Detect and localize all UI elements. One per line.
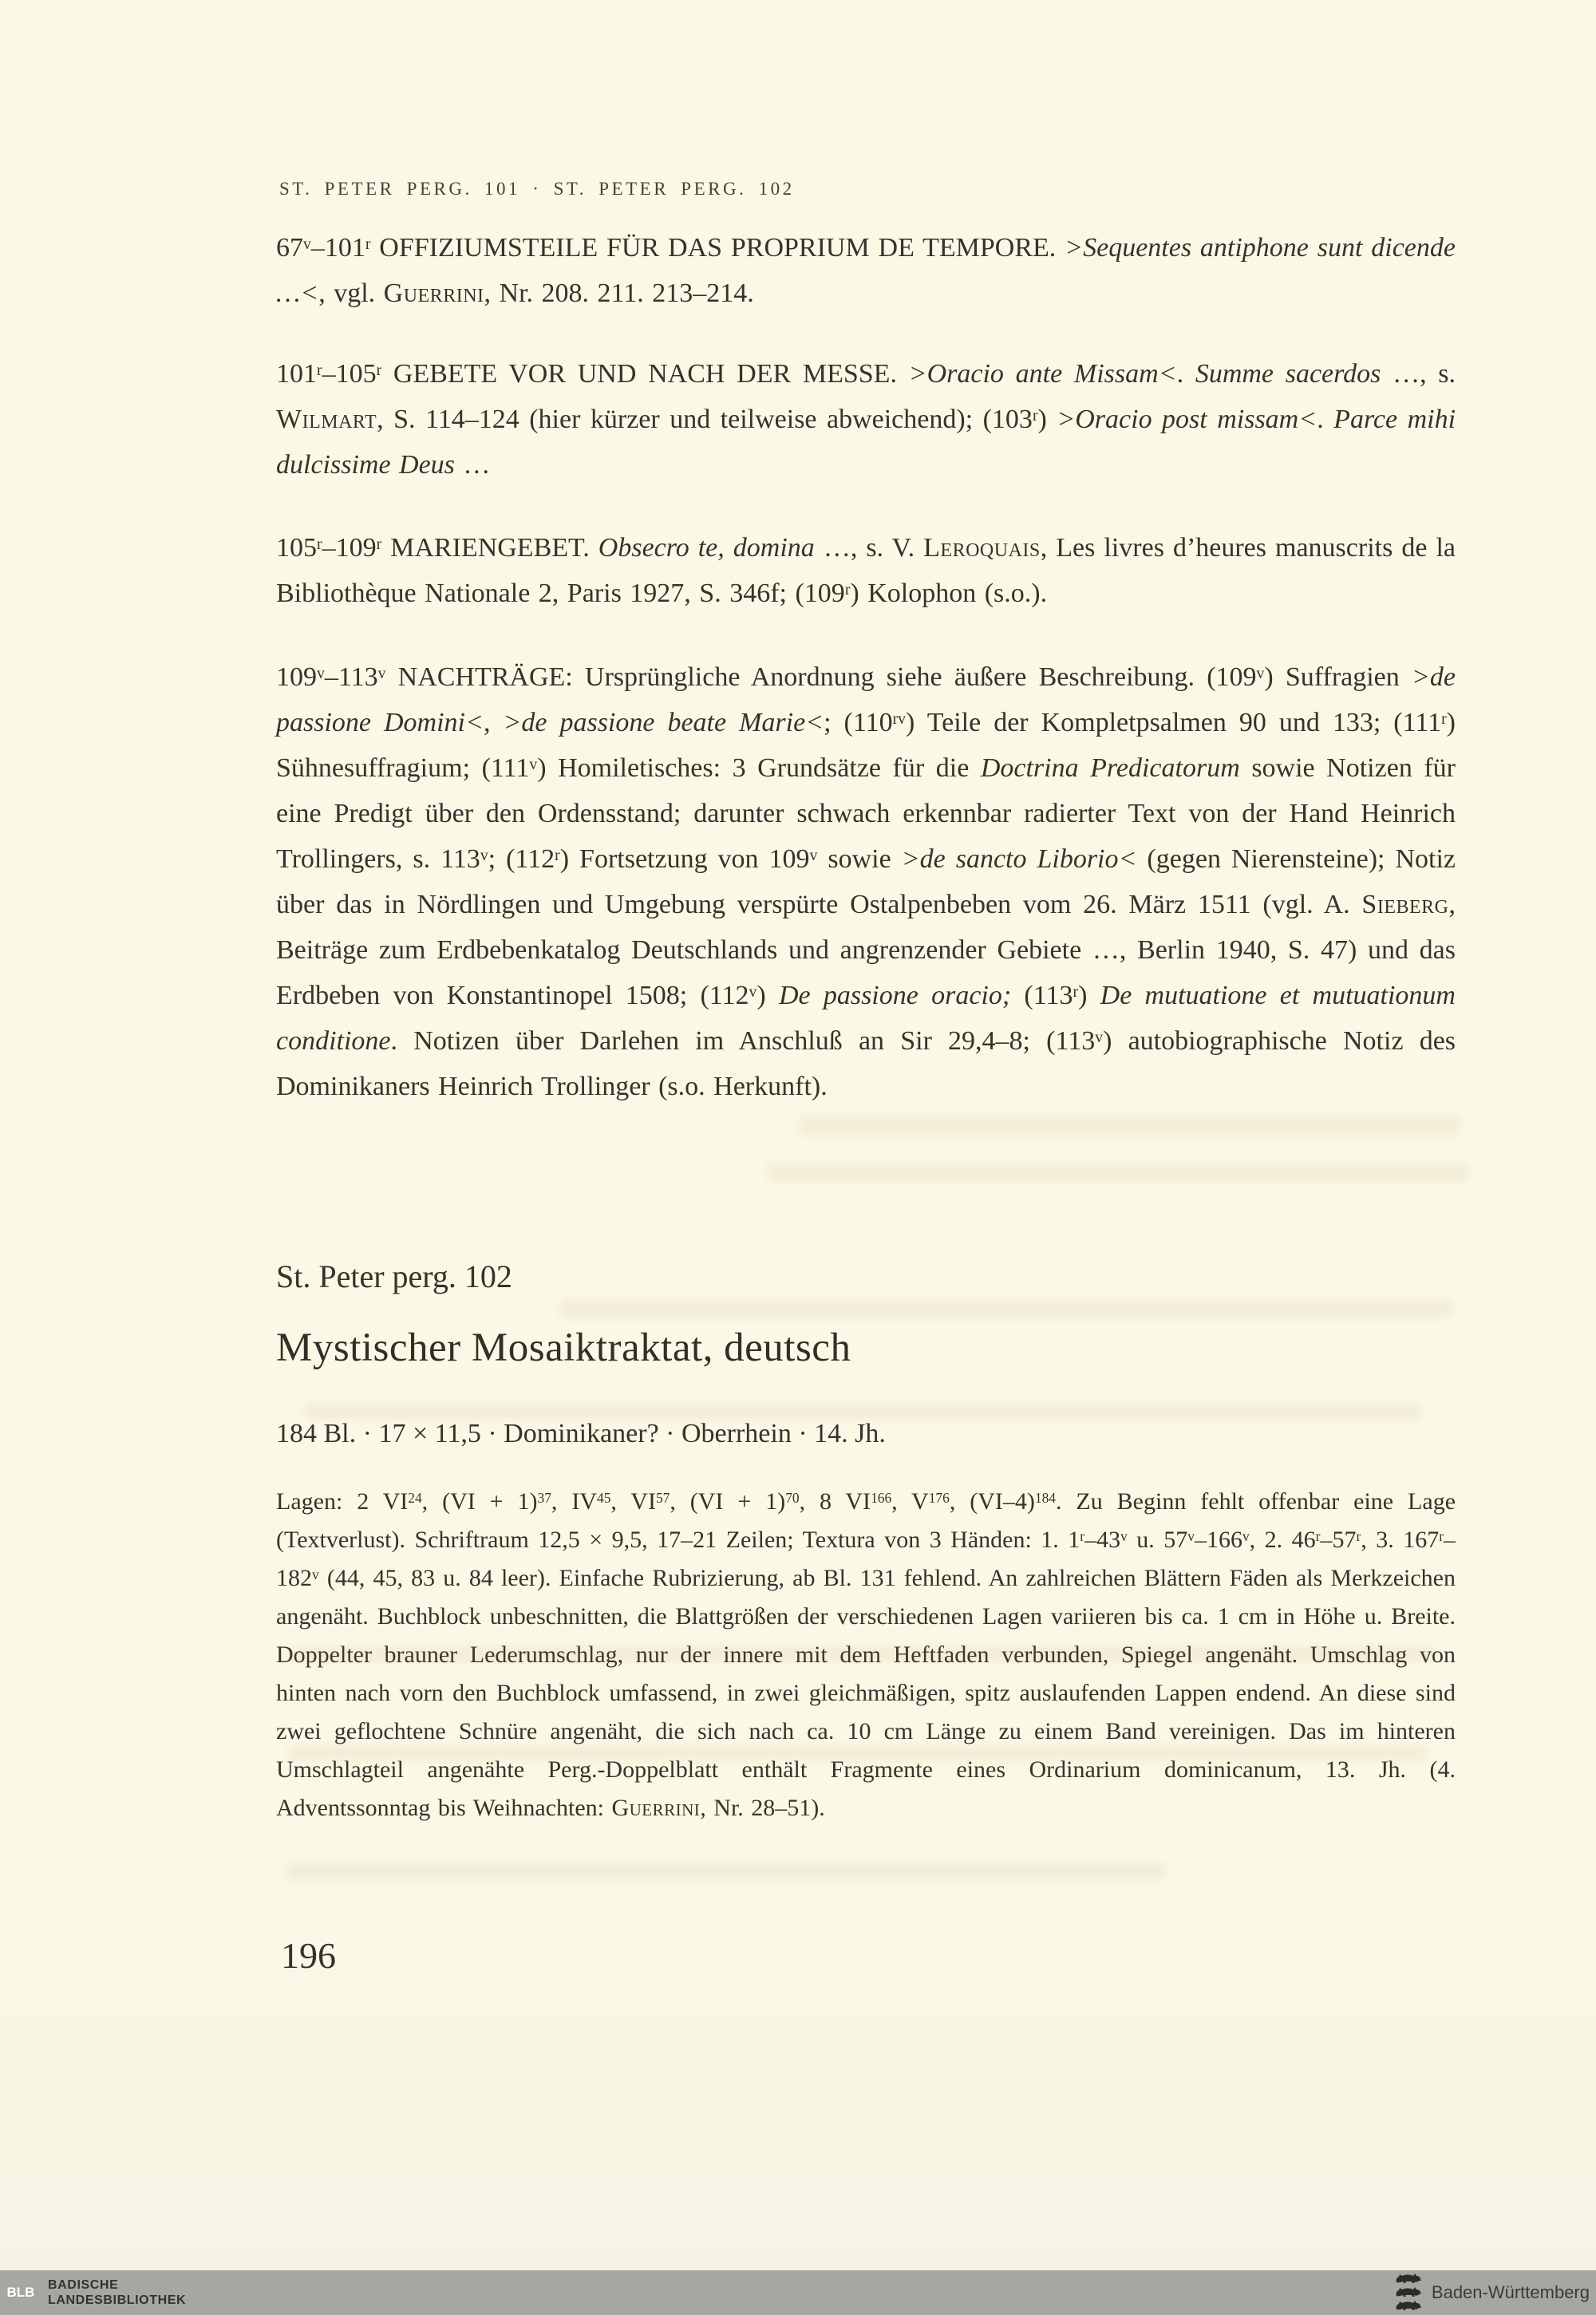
baden-wuerttemberg-coat-of-arms-icon [1395, 2273, 1422, 2313]
shelfmark-heading: St. Peter perg. 102 [276, 1258, 512, 1294]
bleed-through-artifact [303, 1403, 1420, 1420]
entry-101-paragraph-gebete: 101$^r$–105$^r$ GEBETE VOR UND NACH DER MESSE. >Oracio ante Missam<. Summe sacerdos …, s. Wilmart, S. 114–124 (hier kürzer und teilweise abweichend); $(103^r)$ >Oracio post missam<. Parce mihi dulcissime Deus … [276, 359, 1456, 480]
library-name-line1: BADISCHE [48, 2278, 119, 2292]
library-name [48, 2277, 186, 2308]
entry-101-paragraph-mariengebet: 105$^r$–109$^r$ MARIENGEBET. Obsecro te, domina …, s. V. Leroquais, Les livres d’heures manuscrits de la Bibliothèque Nationale 2, Paris 1927, S. 346f; (109$^r$) Kolophon (s.o.). [276, 533, 1456, 608]
running-head: ST. PETER PERG. 101 · ST. PETER PERG. 102 [279, 179, 795, 199]
bleed-through-artifact [766, 1162, 1468, 1183]
footer-bar [0, 2270, 1596, 2315]
manuscript-title: Mystischer Mosaiktraktat, deutsch [276, 1325, 851, 1370]
state-branding [1395, 2270, 1590, 2315]
state-name-label: Baden-Württemberg [1431, 2282, 1590, 2302]
entry-101-paragraph-nachtraege: 109$^v$–113$^v$ NACHTRÄGE: Ursprüngliche Anordnung siehe äußere Beschreibung. (109$^v$) Suffragien >de passione Domini<, >de passione beate Marie<; $(110^{rv})$ Teile der Kompletpsalmen 90 und 133; (111$^r$) Sühnesuffragium; (111$^v$) Homiletisches: 3 Grundsätze für die Doctrina Predicatorum sowie Notizen für eine Predigt über den Ordensstand; darunter schwach erkennbar radierter Text von der Hand Heinrich Trollingers, s. 113$^v$; (112$^r$) Fortsetzung von 109$^v$ sowie >de sancto Liborio< (gegen Nierensteine); Notiz über das in Nördlingen und Umgebung verspürte Ostalpenbeben vom 26. März 1511 (vgl. A. Sieberg, Beiträge zum Erdbebenkatalog Deutschlands und angrenzender Gebiete …, Berlin 1940, S. 47) und das Erdbeben von Konstantinopel 1508; (112$^v$) De passione oracio; (113$^r$) De mutuatione et mutuationum conditione. Notizen über Darlehen im Anschluß an Sir 29,4–8; (113$^v$) autobiographische Notiz des Dominikaners Heinrich Trollinger (s.o. Herkunft). [276, 662, 1456, 1101]
bleed-through-artifact [559, 1299, 1452, 1318]
blb-logo-label: BLB [6, 2285, 35, 2300]
entry-101-paragraph-offiziumsteile: 67$^v$–101$^r$ OFFIZIUMSTEILE FÜR DAS PROPRIUM DE TEMPORE. >Sequentes antiphone sunt dicende …<, vgl. Guerrini, Nr. 208. 211. 213–214. [276, 233, 1456, 308]
entry-102-codicology-paragraph: Lagen: 2 VI$^{24}$, (VI + 1)$^{37}$, IV$^{45}$, VI$^{57}$, (VI + 1)$^{70}$, 8 VI$^{166}$, $V^{176}$, $(VI-4)^{184}$. Zu Beginn fehlt offenbar eine Lage (Textverlust). Schriftraum 12,5 × 9,5, 17–21 Zeilen; Textura von 3 Händen: 1. 1$^r$–43$^v$ u. 57$^v$–166$^v$, 2. 46$^r$–57$^r$, 3. 167$^r$–182$^v$ (44, 45, 83 u. 84 leer). Einfache Rubrizierung, ab Bl. 131 fehlend. An zahlreichen Blättern Fäden als Merkzeichen angenäht. Buchblock unbeschnitten, die Blattgrößen der verschiedenen Lagen variieren bis ca. 1 cm in Höhe u. Breite. Doppelter brauner Lederumschlag, nur der innere mit dem Heftfaden verbunden, Spiegel angenäht. Umschlag von hinten nach vorn den Buchblock umfassend, in zwei gleichmäßigen, spitz auslaufenden Lappen endend. An diese sind zwei geflochtene Schnüre angenäht, die sich nach ca. 10 cm Länge zu einem Band vereinigen. Das im hinteren Umschlagteil angenähte Perg.-Doppelblatt enthält Fragmente eines Ordinarium dominicanum, 13. Jh. (4. Adventssonntag bis Weihnachten: Guerrini, Nr. 28–51). [276, 1488, 1456, 1821]
bleed-through-artifact [798, 1116, 1460, 1136]
library-name-line2: LANDESBIBLIOTHEK [48, 2293, 187, 2307]
blb-library-logo [3, 2275, 38, 2310]
bleed-through-artifact [287, 1863, 1165, 1880]
manuscript-meta-line: 184 Bl. · 17 × 11,5 · Dominikaner? · Oberrhein · 14. Jh. [276, 1419, 886, 1448]
page-number: 196 [281, 1935, 336, 1976]
